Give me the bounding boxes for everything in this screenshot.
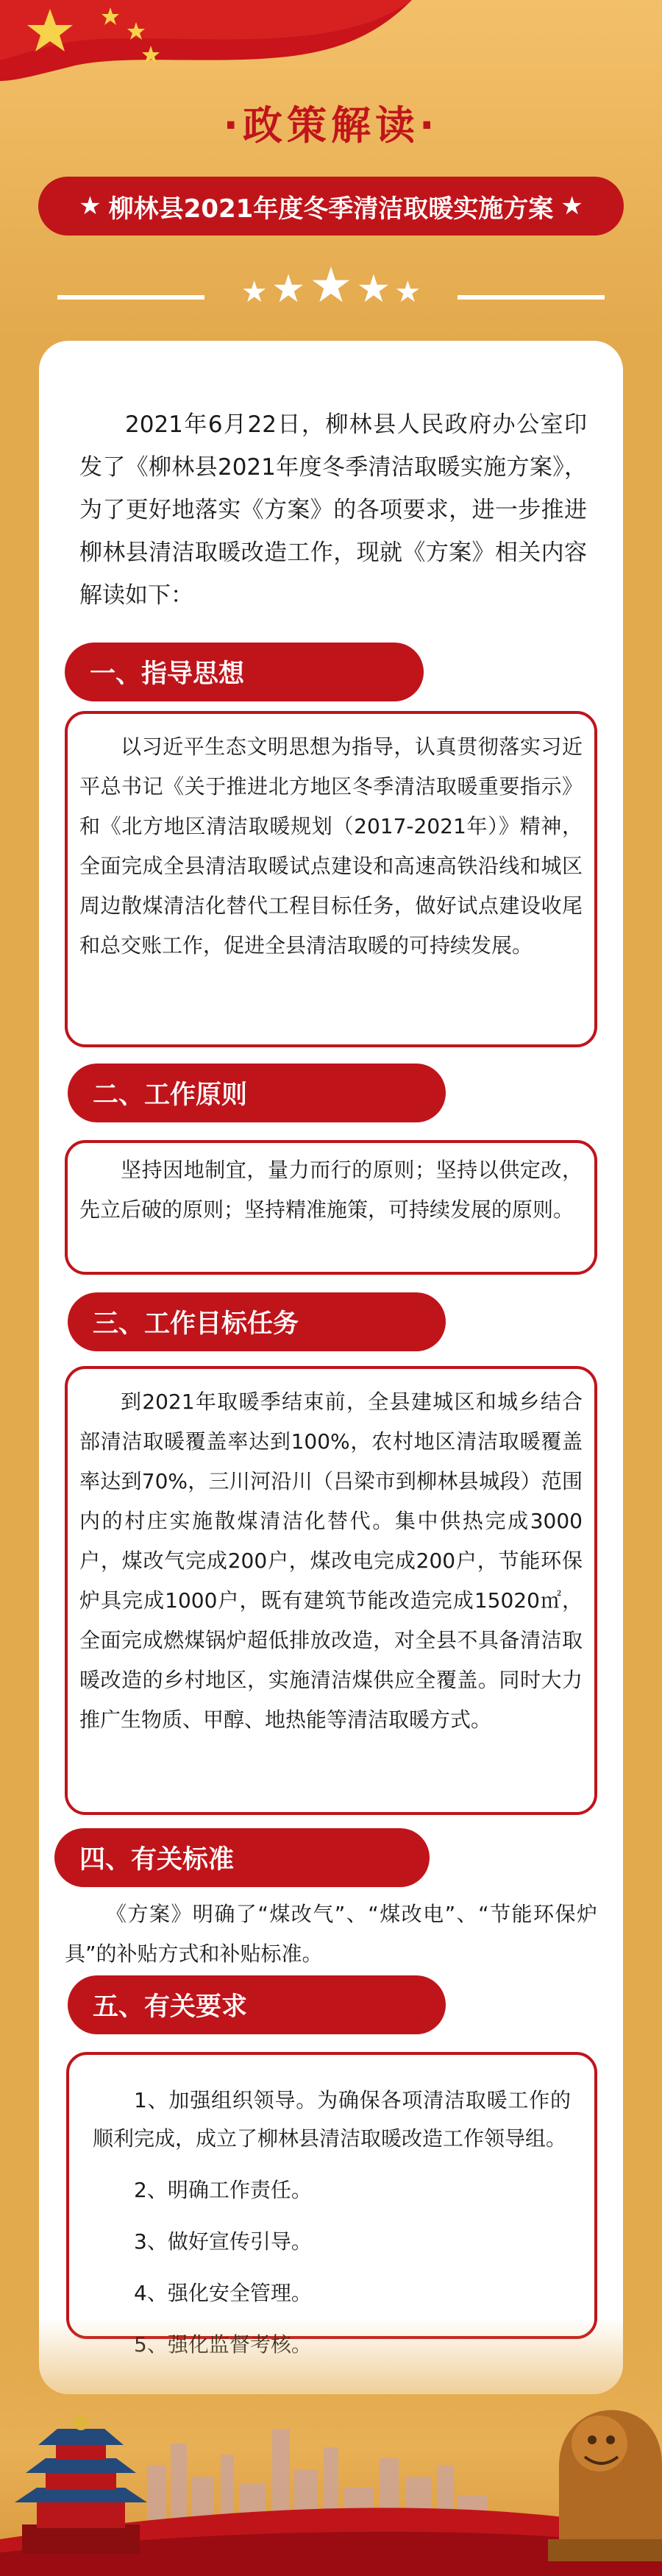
section-body-work-goals: 到2021年取暖季结束前，全县建城区和城乡结合部清洁取暖覆盖率达到100%，农村地区清洁取暖覆盖率达到70%，三川河沿川（吕梁市到柳林县城段）范围内的村庄实施散煤清洁化替代。集中供热完成3000户，煤改气完成200户，煤改电完成200户，节能环保炉具完成1000户，既有建筑节能改造完成15020㎡，全面完成燃煤锅炉超低排放改造，对全县不具备清洁取暖改造的乡村地区，实施清洁煤供应全覆盖。同时大力推广生物质、甲醇、地热能等清洁取暖方式。 (79, 1390, 583, 1732)
list-item: 4、强化安全管理。 (134, 2281, 312, 2305)
star-icon: ★ (309, 257, 353, 314)
section-box-requirements (66, 2052, 597, 2339)
list-item: 2、明确工作责任。 (134, 2178, 312, 2202)
section-heading-requirements: 五、有关要求 (68, 1975, 446, 2034)
subtitle-banner (38, 177, 624, 236)
page-title: ·政策解读· (223, 102, 439, 149)
section-box-work-goals (65, 1366, 597, 1815)
section-body-work-principles: 坚持因地制宜，量力而行的原则；坚持以供定改，先立后破的原则；坚持精准施策，可持续发展的原则。 (79, 1158, 583, 1222)
star-icon: ★ (394, 275, 421, 309)
section-heading-standards: 四、有关标准 (54, 1828, 430, 1887)
section-heading-work-principles: 二、工作原则 (68, 1064, 446, 1122)
section-box-guiding-ideology (65, 711, 597, 1047)
section-body-guiding-ideology: 以习近平生态文明思想为指导，认真贯彻落实习近平总书记《关于推进北方地区冬季清洁取暖重要指示》和《北方地区清洁取暖规划（2017-2021年）》精神，全面完成全县清洁取暖试点建设和高速高铁沿线和城区周边散煤清洁化替代工程目标任务，做好试点建设收尾和总交账工作，促进全县清洁取暖的可持续发展。 (79, 735, 583, 958)
star-icon: ★ (356, 267, 391, 311)
red-flag-icon (0, 0, 412, 81)
requirements-list (69, 2055, 594, 2364)
section-heading-work-goals: 三、工作目标任务 (68, 1292, 446, 1351)
five-stars-icon (0, 257, 662, 314)
section-body-standards: 《方案》明确了“煤改气”、“煤改电”、“节能环保炉具”的补贴方式和补贴标准。 (65, 1902, 597, 1966)
star-icon: ★ (560, 191, 583, 221)
section-box-work-principles (65, 1140, 597, 1275)
footer-illustration (0, 2318, 662, 2576)
list-item: 3、做好宣传引导。 (134, 2229, 312, 2254)
list-item: 1、加强组织领导。为确保各项清洁取暖工作的顺利完成，成立了柳林县清洁取暖改造工作领导组。 (93, 2088, 571, 2151)
star-icon: ★ (241, 275, 268, 309)
document-subtitle: 柳林县2021年度冬季清洁取暖实施方案 (108, 194, 554, 224)
star-icon: ★ (271, 267, 306, 311)
section-heading-guiding-ideology: 一、指导思想 (65, 643, 424, 701)
star-icon: ★ (79, 191, 102, 221)
intro-paragraph: 2021年6月22日，柳林县人民政府办公室印发了《柳林县2021年度冬季清洁取暖实施方案》，为了更好地落实《方案》的各项要求，进一步推进柳林县清洁取暖改造工作，现就《方案》相关内容解读如下： (79, 411, 587, 609)
